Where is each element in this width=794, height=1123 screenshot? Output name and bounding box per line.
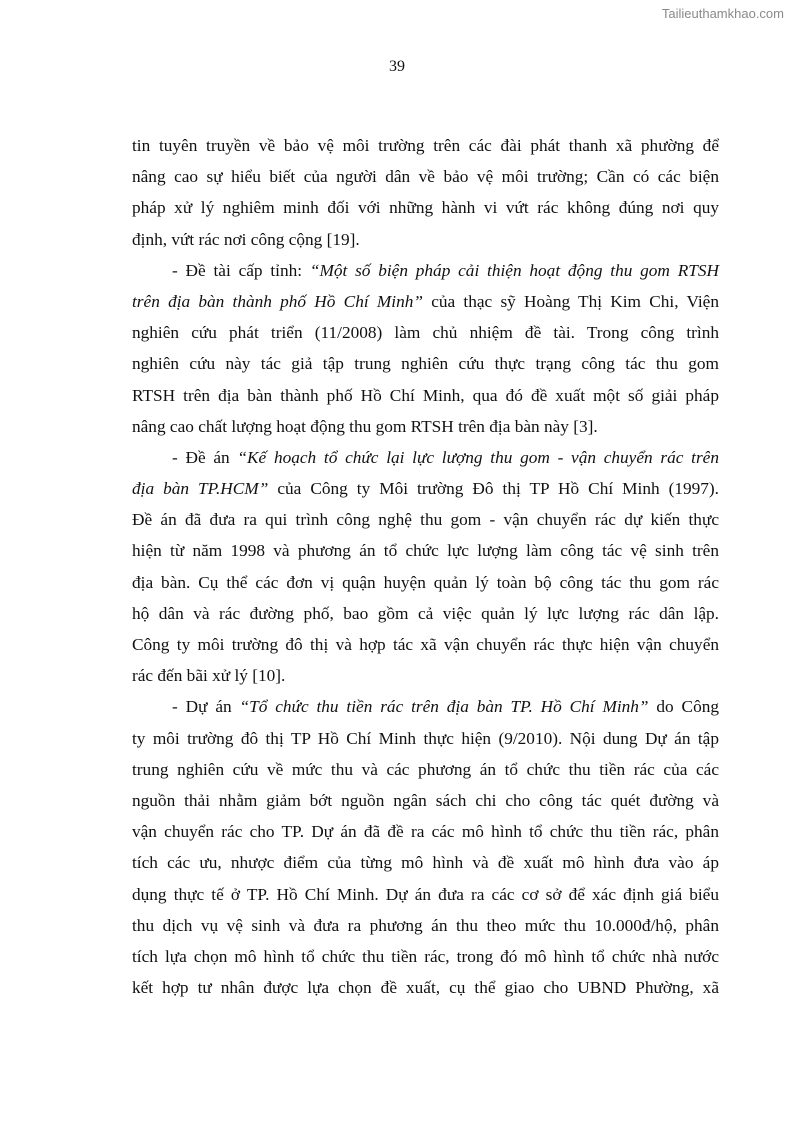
text-run: RTSH trên địa bàn thành phố Hồ Chí Minh, qua đó đề xuất một số giải pháp — [132, 385, 719, 405]
italic-title-text: “Kế hoạch tổ chức lại lực lượng thu gom - vận chuyển rác trên — [237, 447, 719, 467]
page-number: 39 — [389, 58, 405, 75]
text-run: vận chuyển rác cho TP. Dự án đã đề ra các mô hình tổ chức thu tiền rác, phân — [132, 822, 719, 842]
text-line — [132, 411, 719, 442]
text-line — [132, 723, 719, 754]
text-line — [132, 380, 719, 411]
text-run: của thạc sỹ Hoàng Thị Kim Chi, Viện — [422, 291, 719, 311]
text-run: tin tuyên truyền về bảo vệ môi trường trên các đài phát thanh xã phường để — [132, 136, 719, 155]
text-run: hiện từ năm 1998 và phương án tổ chức lực lượng làm công tác vệ sinh trên — [132, 541, 719, 561]
italic-title-text: trên địa bàn thành phố Hồ Chí Minh” — [132, 291, 423, 311]
text-line — [132, 754, 719, 785]
text-line — [132, 785, 719, 816]
text-run: - Dự án — [172, 697, 240, 717]
text-line — [132, 629, 719, 660]
text-line — [132, 255, 719, 286]
italic-title-text: “Một số biện pháp cải thiện hoạt động thu gom RTSH — [309, 260, 719, 280]
text-line — [132, 317, 719, 348]
text-run: ty môi trường đô thị TP Hồ Chí Minh thực hiện (9/2010). Nội dung Dự án tập — [132, 728, 719, 748]
text-run: pháp xử lý nghiêm minh đối với những hành vi vứt rác không đúng nơi quy — [132, 198, 719, 218]
text-run: nâng cao sự hiểu biết của người dân về bảo vệ môi trường; Cần có các biện — [132, 167, 719, 187]
text-run: địa bàn. Cụ thể các đơn vị quận huyện quản lý toàn bộ công tác thu gom rác — [132, 572, 719, 592]
italic-title-text: địa bàn TP.HCM” — [132, 479, 269, 499]
text-line — [132, 504, 719, 535]
text-line — [132, 941, 719, 972]
text-run: hộ dân và rác đường phố, bao gồm cả việc quản lý lực lượng rác dân lập. — [132, 603, 719, 623]
text-line — [132, 691, 719, 722]
text-run: rác đến bãi xử lý [10]. — [132, 666, 286, 686]
text-line — [132, 130, 719, 161]
text-run: do Công — [648, 697, 719, 717]
text-line — [132, 598, 719, 629]
text-run: nghiên cứu này tác giả tập trung nghiên cứu thực trạng công tác thu gom — [132, 354, 719, 374]
text-line — [132, 910, 719, 941]
text-line — [132, 535, 719, 566]
text-run: định, vứt rác nơi công cộng [19]. — [132, 229, 360, 249]
text-run: của Công ty Môi trường Đô thị TP Hồ Chí Minh (1997). — [268, 479, 720, 499]
text-run: - Đề án — [172, 447, 238, 467]
text-line — [132, 442, 719, 473]
text-line — [132, 972, 719, 1003]
text-line — [132, 192, 719, 223]
text-run: nghiên cứu phát triển (11/2008) làm chủ nhiệm đề tài. Trong công trình — [132, 323, 719, 343]
text-run: Công ty môi trường đô thị và hợp tác xã vận chuyển rác thực hiện vận chuyển — [132, 635, 719, 654]
text-line — [132, 161, 719, 192]
text-run: nguồn thải nhằm giảm bớt nguồn ngân sách chi cho công tác quét đường và — [132, 790, 719, 810]
text-run: nâng cao chất lượng hoạt động thu gom RTSH trên địa bàn này [3]. — [132, 416, 598, 436]
text-run: Đề án đã đưa ra qui trình công nghệ thu gom - vận chuyển rác dự kiến thực — [132, 510, 719, 530]
text-run: thu dịch vụ vệ sinh và đưa ra phương án thu theo mức thu 10.000đ/hộ, phân — [132, 915, 719, 935]
text-run: trung nghiên cứu về mức thu và các phương án tổ chức thu tiền rác của các — [132, 759, 719, 779]
text-line — [132, 816, 719, 847]
text-line — [132, 224, 719, 255]
text-line — [132, 660, 719, 691]
text-run: kết hợp tư nhân được lựa chọn đề xuất, cụ thể giao cho UBND Phường, xã — [132, 978, 719, 998]
text-line — [132, 286, 719, 317]
text-line — [132, 879, 719, 910]
text-line — [132, 348, 719, 379]
text-run: tích các ưu, nhược điểm của từng mô hình và đề xuất mô hình đưa vào áp — [132, 853, 719, 873]
body-text — [132, 130, 719, 1003]
text-line — [132, 473, 719, 504]
text-line — [132, 847, 719, 878]
text-run: dụng thực tế ở TP. Hồ Chí Minh. Dự án đưa ra các cơ sở để xác định giá biểu — [132, 884, 719, 904]
italic-title-text: “Tổ chức thu tiền rác trên địa bàn TP. Hồ Chí Minh” — [239, 697, 649, 717]
text-run: tích lựa chọn mô hình tổ chức thu tiền rác, trong đó mô hình tổ chức nhà nước — [132, 946, 719, 966]
text-run: - Đề tài cấp tỉnh: — [172, 260, 310, 280]
text-line — [132, 567, 719, 598]
watermark-text: Tailieuthamkhao.com — [661, 6, 784, 21]
